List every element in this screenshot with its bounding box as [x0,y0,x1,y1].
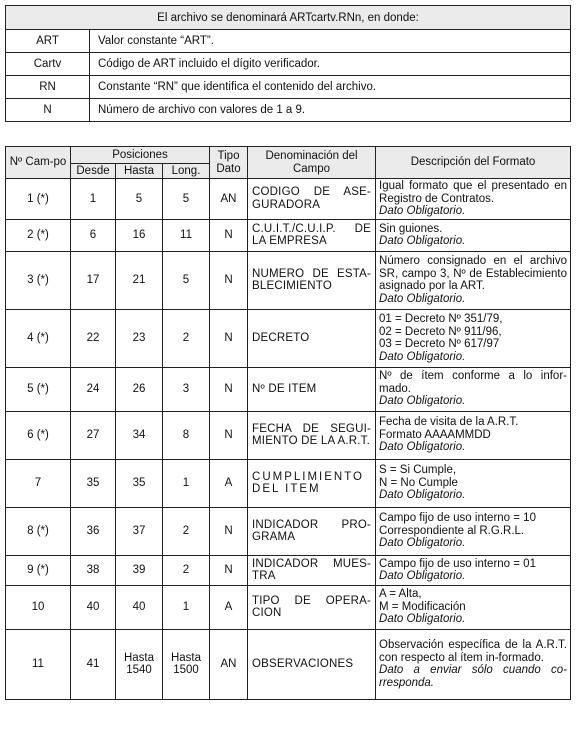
field-name: DECRETO [248,309,376,367]
field-length: 3 [163,367,210,411]
description-line: Nº de ítem conforme a lo infor-mado. [379,370,567,395]
header-row [6,147,571,164]
description-line: Número consignado en el archivo SR, campo 3, Nº de Establecimiento asignado por la ART. [379,255,567,292]
naming-row [6,99,571,122]
field-format-table [5,146,571,700]
field-length: 11 [163,219,210,251]
field-note: Dato Obligatorio. [379,537,466,550]
naming-code: N [6,99,90,122]
naming-row [6,76,571,99]
field-hasta: 40 [116,585,163,629]
field-desde: 22 [71,309,116,367]
field-note: Dato Obligatorio. [379,205,466,217]
description-line: 03 = Decreto Nº 617/97 [379,338,500,350]
field-desde: 27 [71,411,116,459]
field-number: 7 [6,459,71,507]
field-desde: 36 [71,507,116,555]
table-row [6,459,571,507]
field-number: 9 (*) [6,555,71,585]
field-name: FECHA DE SEGUI-MIENTO DE LA A.R.T. [248,411,376,459]
field-type: N [210,555,248,585]
description-line: N = No Cumple [379,476,458,489]
naming-row [6,53,571,76]
field-type: N [210,507,248,555]
field-hasta: 35 [116,459,163,507]
field-description [376,179,571,220]
field-name: TIPO DE OPERA-CION [248,585,376,629]
field-number: 4 (*) [6,309,71,367]
table-row [6,179,571,220]
field-note: Dato Obligatorio. [379,292,466,305]
field-hasta: 21 [116,251,163,309]
field-number: 2 (*) [6,219,71,251]
field-name: C.U.I.T./C.U.I.P. DE LA EMPRESA [248,219,376,251]
description-line: Sin guiones. [379,222,443,235]
field-rows [6,179,571,700]
field-desde: 6 [71,219,116,251]
field-name: CODIGO DE ASE-GURADORA [248,179,376,220]
field-number: 3 (*) [6,251,71,309]
field-length: 5 [163,251,210,309]
field-type: N [210,219,248,251]
field-name: INDICADOR PRO-GRAMA [248,507,376,555]
field-desde: 38 [71,555,116,585]
field-note: Dato Obligatorio. [379,570,466,582]
description-line: S = Si Cumple, [379,464,457,477]
description-line: Correspondiente al R.G.R.L. [379,524,525,537]
description-line: M = Modificación [379,600,466,613]
field-length: 1 [163,585,210,629]
naming-code: ART [6,30,90,53]
naming-header: El archivo se denominará ARTcartv.RNn, en donde: [6,6,571,30]
field-length: 1 [163,459,210,507]
naming-code: Cartv [6,53,90,76]
field-description [376,555,571,585]
table-row [6,585,571,629]
field-desde: 41 [71,629,116,699]
field-description [376,507,571,555]
field-hasta: 23 [116,309,163,367]
field-length: 2 [163,507,210,555]
field-length: 8 [163,411,210,459]
field-hasta: Hasta 1540 [116,629,163,699]
header-campo: Nº Cam-po [6,147,71,179]
field-desde: 1 [71,179,116,220]
field-length: 2 [163,309,210,367]
field-description [376,309,571,367]
field-desde: 40 [71,585,116,629]
field-hasta: 39 [116,555,163,585]
field-description [376,585,571,629]
field-length: 5 [163,179,210,220]
field-note: Dato Obligatorio. [379,489,466,502]
description-line: Fecha de visita de la A.R.T. [379,416,519,429]
field-name: NUMERO DE ESTA-BLECIMIENTO [248,251,376,309]
table-row [6,629,571,699]
header-desde: Desde [71,164,116,179]
table-row [6,507,571,555]
naming-row [6,30,571,53]
field-type: AN [210,629,248,699]
header-posiciones: Posiciones [71,147,210,164]
description-line: Campo fijo de uso interno = 10 [379,512,536,525]
field-type: N [210,309,248,367]
field-hasta: 5 [116,179,163,220]
field-desde: 17 [71,251,116,309]
field-desde: 24 [71,367,116,411]
field-number: 1 (*) [6,179,71,220]
description-line: 01 = Decreto Nº 351/79, [379,313,503,325]
table-row [6,367,571,411]
table-row [6,309,571,367]
description-line: A = Alta, [379,588,422,601]
field-description [376,367,571,411]
field-hasta: 16 [116,219,163,251]
table-row [6,411,571,459]
description-line: 02 = Decreto Nº 911/96, [379,325,502,338]
header-descripcion: Descripción del Formato [376,147,571,179]
field-description [376,219,571,251]
field-type: N [210,251,248,309]
field-number: 8 (*) [6,507,71,555]
header-hasta: Hasta [116,164,163,179]
field-description [376,459,571,507]
naming-desc: Código de ART incluido el dígito verificador. [90,53,571,76]
field-length: 2 [163,555,210,585]
field-name: INDICADOR MUES-TRA [248,555,376,585]
field-type: A [210,459,248,507]
field-note: Dato a enviar sólo cuando co-rresponda. [379,664,567,689]
description-line: Campo fijo de uso interno = 01 [379,557,536,570]
field-number: 5 (*) [6,367,71,411]
field-type: A [210,585,248,629]
description-line: Igual formato que el presentado en Registro de Contratos. [379,180,567,205]
field-type: N [210,367,248,411]
field-desde: 35 [71,459,116,507]
field-length: Hasta 1500 [163,629,210,699]
field-note: Dato Obligatorio. [379,235,466,247]
field-type: N [210,411,248,459]
field-number: 10 [6,585,71,629]
field-name: OBSERVACIONES [248,629,376,699]
field-name: Nº DE ITEM [248,367,376,411]
field-number: 6 (*) [6,411,71,459]
naming-desc: Número de archivo con valores de 1 a 9. [90,99,571,122]
description-line: Observación específica de la A.R.T. con respecto al ítem in-formado. [379,639,567,664]
field-note: Dato Obligatorio. [379,441,466,454]
naming-desc: Valor constante “ART”. [90,30,571,53]
field-type: AN [210,179,248,220]
field-name: CUMPLIMIENTO DEL ITEM [248,459,376,507]
header-long: Long. [163,164,210,179]
field-note: Dato Obligatorio. [379,350,466,363]
field-hasta: 34 [116,411,163,459]
description-line: Formato AAAAMMDD [379,428,491,441]
field-number: 11 [6,629,71,699]
field-description [376,411,571,459]
header-tipo: Tipo Dato [210,147,248,179]
file-naming-table [5,5,571,122]
field-description [376,251,571,309]
field-note: Dato Obligatorio. [379,395,466,408]
field-hasta: 26 [116,367,163,411]
field-note: Dato Obligatorio. [379,613,466,626]
field-description [376,629,571,699]
naming-desc: Constante “RN” que identifica el contenido del archivo. [90,76,571,99]
table-row [6,555,571,585]
naming-header-row [6,6,571,30]
table-row [6,219,571,251]
header-denominacion: Denominación del Campo [248,147,376,179]
field-hasta: 37 [116,507,163,555]
table-row [6,251,571,309]
naming-code: RN [6,76,90,99]
